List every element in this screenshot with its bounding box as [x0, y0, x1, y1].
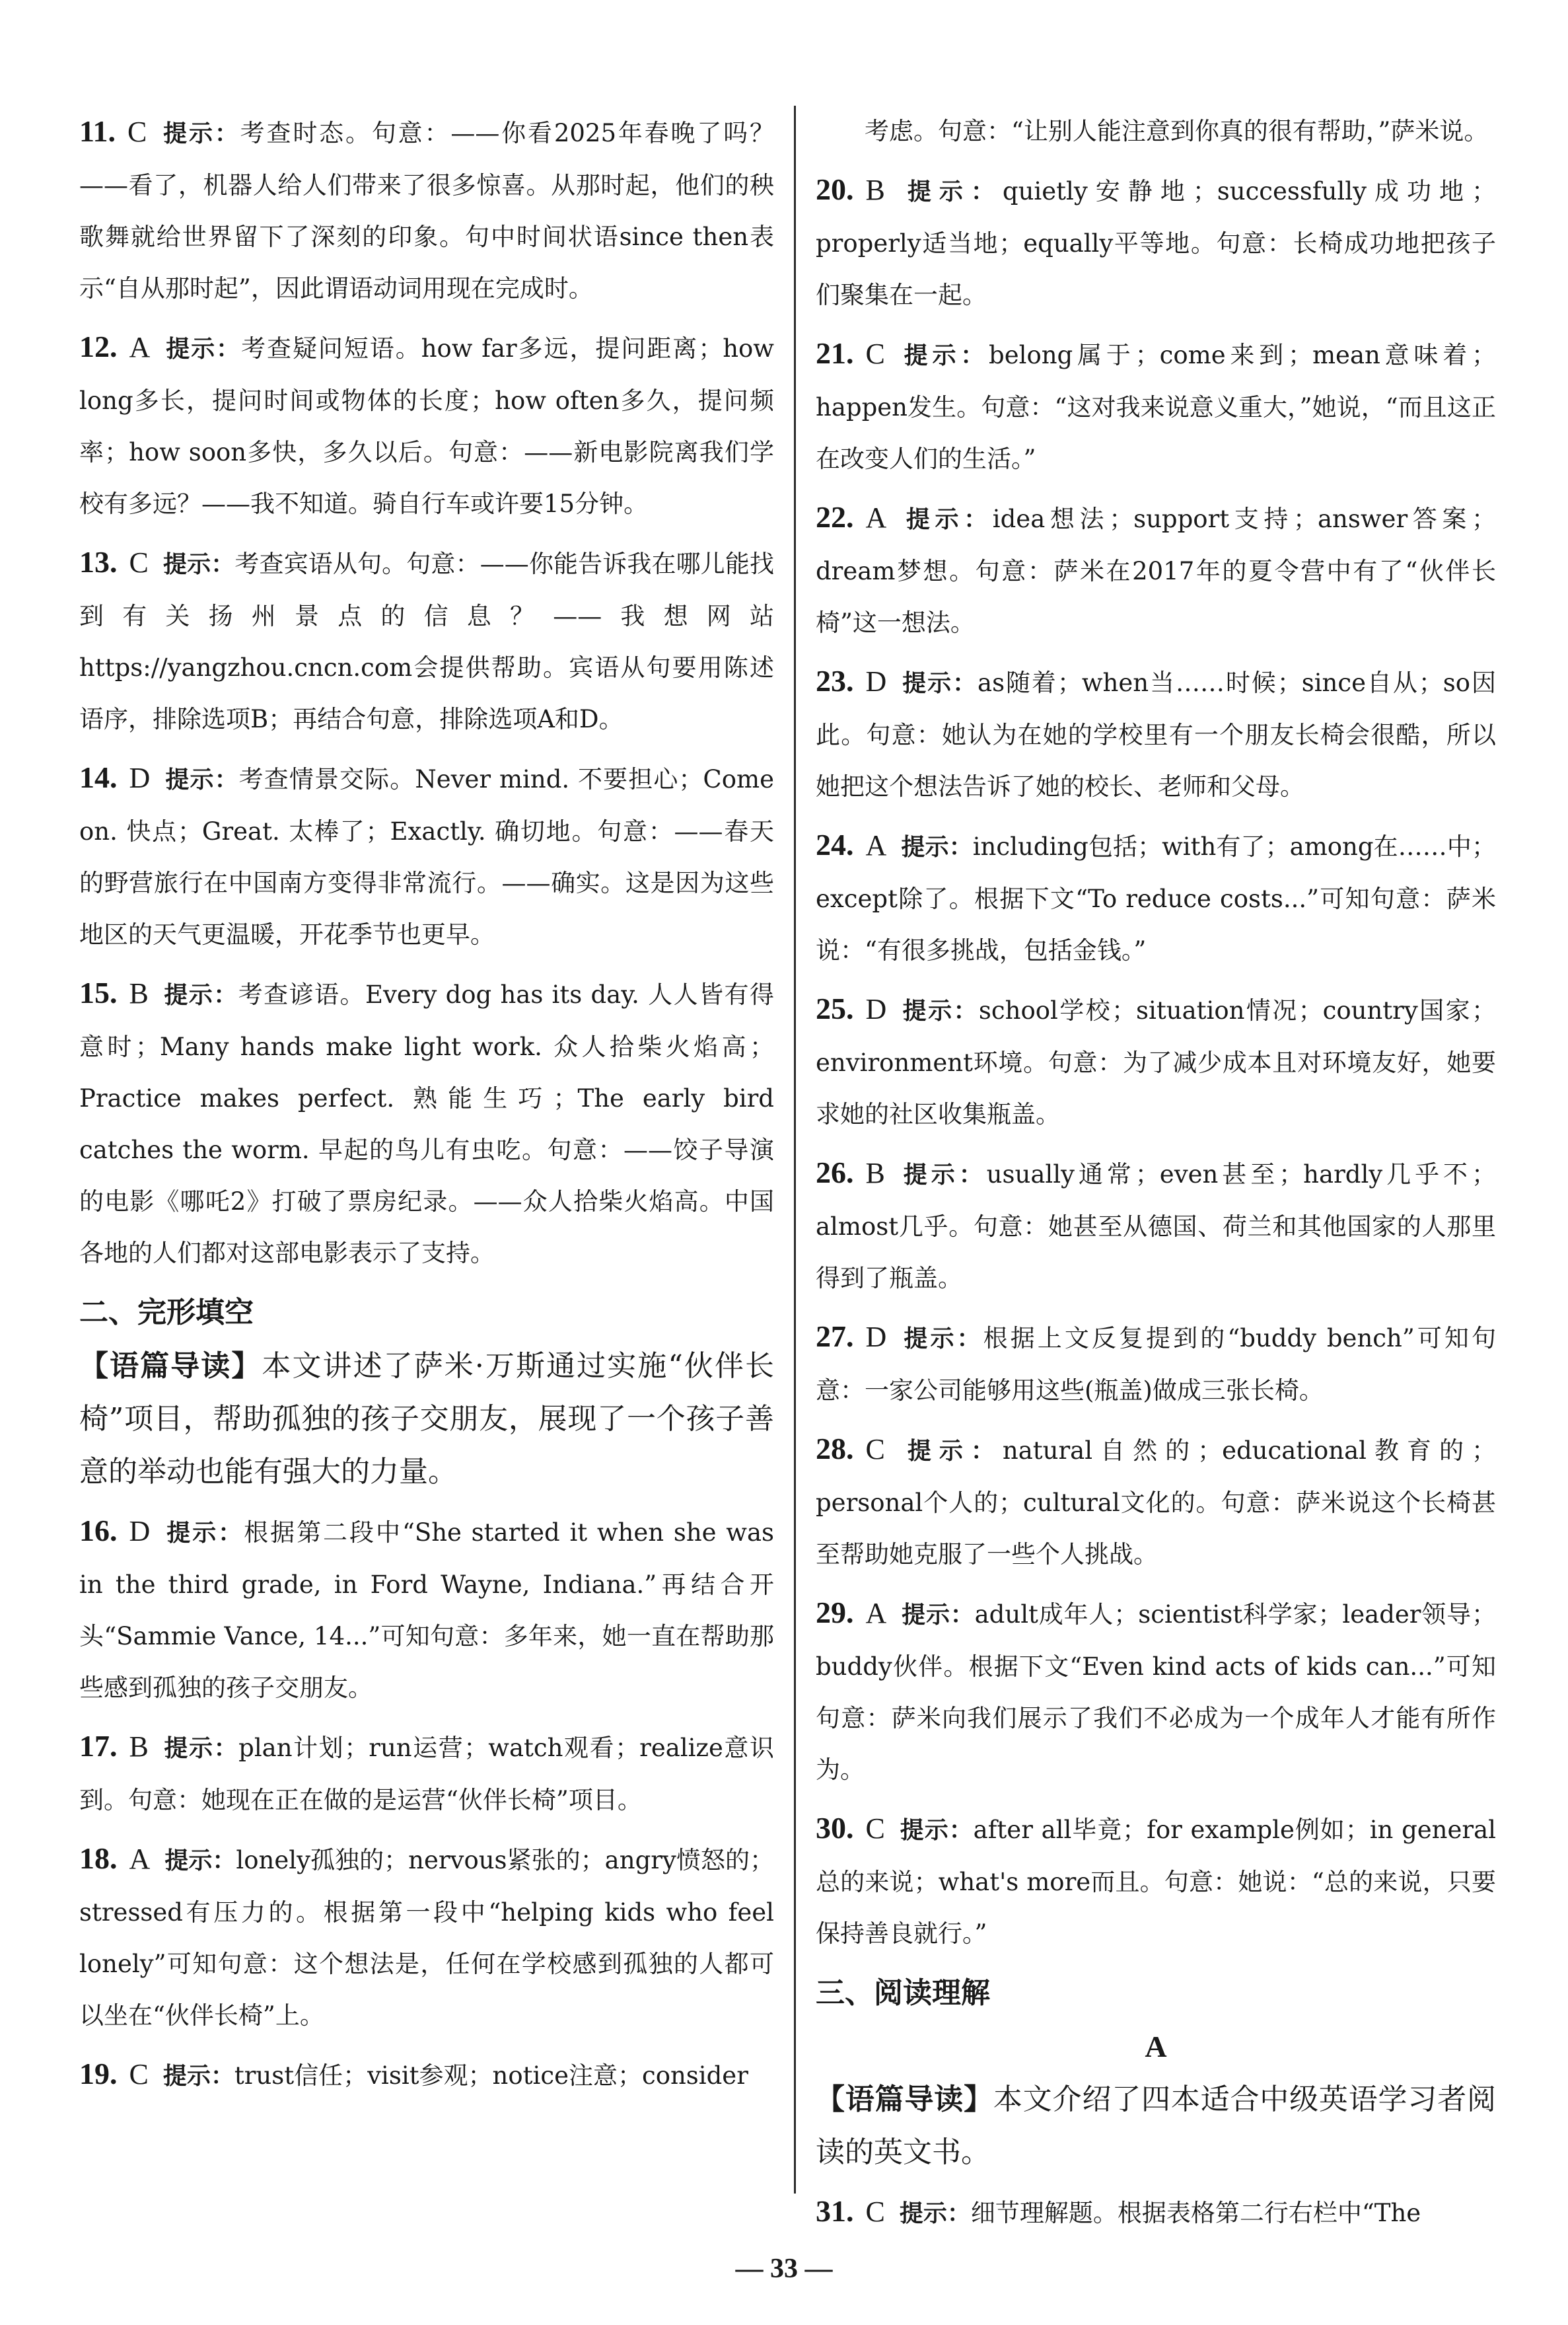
- hint-label: 提示：: [899, 1438, 1003, 1465]
- question-number: 12.: [79, 330, 118, 363]
- hint-label: 提示：: [899, 1162, 987, 1189]
- question-number: 29.: [816, 1596, 854, 1629]
- question-number: 11.: [79, 114, 116, 148]
- answer-letter: A: [865, 501, 887, 534]
- answer-letter: D: [865, 1321, 887, 1353]
- answer-letter: D: [129, 762, 151, 794]
- answer-item-26: [816, 1147, 1496, 1304]
- guide-label: 【语篇导读】: [816, 2083, 993, 2116]
- answer-letter: C: [865, 1812, 885, 1845]
- explanation-text: 考查情景交际。Never mind. 不要担心；Come on. 快点；Great. 太棒了；Exactly. 确切地。句意：——春天的野营旅行在中国南方变得非常流行。——确实。这是因为这些地区的天气更温暖，开花季节也更早。: [79, 765, 774, 949]
- hint-label: 提示：: [164, 1520, 244, 1547]
- guide-text: 本文讲述了萨米·万斯通过实施“伙伴长椅”项目，帮助孤独的孩子交朋友，展现了一个孩子善意的举动也能有强大的力量。: [79, 1349, 775, 1489]
- answer-letter: B: [865, 1157, 885, 1189]
- left-column: [79, 106, 774, 2109]
- explanation-text: 根据第二段中“She started it when she was in the third grade, in Ford Wayne, Indiana.”再结合开头“Sammie Vance, 14...”可知句意：多年来，她一直在帮助那些感到孤独的孩子交朋友。: [79, 1518, 774, 1702]
- explanation-text: as随着；when当……时候；since自从；so因此。句意：她认为在她的学校里有一个朋友长椅会很酷，所以她把这个想法告诉了她的校长、老师和父母。: [816, 669, 1496, 801]
- answer-item-31: [816, 2186, 1496, 2240]
- answer-letter: A: [129, 1843, 151, 1875]
- explanation-text: natural自然的；educational教育的；personal个人的；cultural文化的。句意：萨米说这个长椅甚至帮助她克服了一些个人挑战。: [816, 1436, 1496, 1568]
- answer-item-20: [816, 164, 1496, 321]
- answer-item-29: [816, 1587, 1496, 1796]
- answer-letter: D: [865, 665, 887, 698]
- question-number: 18.: [79, 1841, 118, 1875]
- explanation-text: lonely孤独的；nervous紧张的；angry愤怒的；stressed有压力的。根据第一段中“helping kids who feel lonely”可知句意：这个想法是，任何在学校感到孤独的人都可以坐在“伙伴长椅”上。: [79, 1846, 774, 2030]
- answer-letter: A: [865, 1597, 887, 1629]
- column-divider: [794, 106, 796, 2194]
- question-number: 28.: [816, 1432, 854, 1465]
- page-footer: — 33 —: [735, 2254, 833, 2284]
- hint-label: 提示：: [901, 998, 979, 1025]
- question-number: 15.: [79, 976, 118, 1010]
- answer-letter: B: [129, 1730, 149, 1763]
- explanation-text: usually通常；even甚至；hardly几乎不；almost几乎。句意：她甚至从德国、荷兰和其他国家的人那里得到了瓶盖。: [816, 1160, 1496, 1292]
- answer-item-19-continued: 考虑。句意：“让别人能注意到你真的很有帮助，”萨米说。: [865, 117, 1489, 145]
- question-number: 21.: [816, 336, 854, 370]
- explanation-text: quietly安静地；successfully成功地；properly适当地；equally平等地。句意：长椅成功地把孩子们聚集在一起。: [816, 177, 1496, 309]
- answer-item-18: [79, 1833, 774, 2042]
- hint-label: 提示：: [899, 178, 1003, 205]
- answer-letter: C: [129, 546, 149, 579]
- answer-item-12: [79, 321, 774, 530]
- explanation-text: belong属于；come来到；mean意味着；happen发生。句意：“这对我来说意义重大，”她说，“而且这正在改变人们的生活。”: [816, 341, 1496, 473]
- hint-label: 提示：: [901, 670, 978, 697]
- answer-letter: C: [865, 1433, 885, 1465]
- hint-label: 提示：: [901, 834, 973, 861]
- answer-item-11: [79, 106, 774, 314]
- hint-label: 提示：: [161, 120, 240, 147]
- answer-letter: C: [865, 338, 885, 370]
- question-number: 23.: [816, 664, 854, 698]
- hint-label: 提示：: [164, 766, 239, 793]
- explanation-text: including包括；with有了；among在……中；except除了。根据下文“To reduce costs...”可知句意：萨米说：“有很多挑战，包括金钱。”: [816, 832, 1496, 965]
- guide-label: 【语篇导读】: [79, 1349, 262, 1383]
- answer-letter: D: [129, 1515, 151, 1547]
- answer-letter: C: [865, 2196, 885, 2228]
- section-heading-cloze: 二、完形填空: [79, 1296, 254, 1329]
- answer-letter: A: [129, 331, 151, 363]
- hint-label: 提示：: [162, 2063, 234, 2090]
- explanation-text: 根据上文反复提到的“buddy bench”可知句意：一家公司能够用这些(瓶盖)做成三张长椅。: [816, 1324, 1496, 1405]
- answer-item-23: [816, 655, 1496, 813]
- answer-item-24: [816, 819, 1496, 977]
- question-number: 27.: [816, 1319, 854, 1353]
- question-number: 30.: [816, 1811, 854, 1845]
- question-number: 14.: [79, 760, 118, 794]
- hint-label: 提示：: [901, 506, 993, 533]
- answer-item-19: [79, 2048, 774, 2102]
- explanation-text: idea想法；support支持；answer答案；dream梦想。句意：萨米在2017年的夏令营中有了“伙伴长椅”这一想法。: [816, 505, 1496, 637]
- hint-label: 提示：: [162, 551, 235, 578]
- question-number: 13.: [79, 545, 118, 579]
- answer-letter: D: [865, 993, 887, 1025]
- explanation-text: plan计划；run运营；watch观看；realize意识到。句意：她现在正在做的是运营“伙伴长椅”项目。: [79, 1734, 774, 1814]
- hint-label: 提示：: [901, 1325, 983, 1352]
- explanation-text: 考查疑问短语。how far多远，提问距离；how long多长，提问时间或物体的长度；how often多久，提问频率；how soon多快，多久以后。句意：——新电影院离我们学校有多远？——我不知道。骑自行车或许要15分钟。: [79, 334, 774, 518]
- explanation-text: 考查时态。句意：——你看2025年春晚了吗？——看了，机器人给人们带来了很多惊喜。从那时起，他们的秧歌舞就给世界留下了深刻的印象。句中时间状语since then表示“自从那时起”，因此谓语动词用现在完成时。: [79, 119, 774, 303]
- answer-item-15: [79, 967, 774, 1279]
- answer-letter: B: [129, 977, 149, 1010]
- hint-label: 提示：: [164, 1847, 236, 1874]
- answer-letter: C: [129, 2058, 149, 2090]
- hint-label: 提示：: [899, 2200, 971, 2227]
- question-number: 26.: [816, 1156, 854, 1189]
- explanation-text: adult成年人；scientist科学家；leader领导；buddy伙伴。根据下文“Even kind acts of kids can...”可知句意：萨米向我们展示了我们不必成为一个成年人才能有所作为。: [816, 1600, 1496, 1784]
- answer-letter: B: [865, 174, 885, 206]
- answer-item-30: [816, 1802, 1496, 1960]
- answer-item-25: [816, 983, 1496, 1140]
- question-number: 22.: [816, 500, 854, 534]
- question-number: 16.: [79, 1514, 118, 1547]
- answer-item-17: [79, 1720, 774, 1826]
- explanation-text: 考查宾语从句。句意：——你能告诉我在哪儿能找到有关扬州景点的信息？——我想网站https://yangzhou.cncn.com会提供帮助。宾语从句要用陈述语序，排除选项B；再结合句意，排除选项A和D。: [79, 550, 774, 733]
- explanation-text: trust信任；visit参观；notice注意；consider: [234, 2061, 748, 2090]
- passage-guide: [79, 1340, 774, 1498]
- page-number: 33: [770, 2254, 798, 2284]
- question-number: 31.: [816, 2194, 854, 2228]
- guide-text: 本文介绍了四本适合中级英语学习者阅读的英文书。: [816, 2083, 1497, 2169]
- explanation-text: school学校；situation情况；country国家；environment环境。句意：为了减少成本且对环境友好，她要求她的社区收集瓶盖。: [816, 996, 1496, 1128]
- passage-guide: [816, 2073, 1496, 2179]
- answer-item-16: [79, 1505, 774, 1714]
- question-number: 19.: [79, 2057, 118, 2090]
- question-number: 17.: [79, 1729, 118, 1763]
- right-column: [816, 106, 1496, 2246]
- section-heading-reading: 三、阅读理解: [816, 1976, 990, 2010]
- question-number: 25.: [816, 992, 854, 1025]
- hint-label: 提示：: [162, 982, 238, 1009]
- explanation-text: after all毕竟；for example例如；in general总的来说；what's more而且。句意：她说：“总的来说，只要保持善良就行。”: [816, 1816, 1496, 1948]
- answer-item-27: [816, 1311, 1496, 1417]
- answer-item-22: [816, 492, 1496, 649]
- explanation-text: 细节理解题。根据表格第二行右栏中“The: [970, 2199, 1421, 2227]
- answer-item-28: [816, 1423, 1496, 1580]
- answer-item-14: [79, 752, 774, 961]
- answer-item-21: [816, 328, 1496, 485]
- hint-label: 提示：: [899, 342, 989, 369]
- question-number: 24.: [816, 828, 854, 862]
- answer-letter: A: [865, 829, 887, 862]
- hint-label: 提示：: [164, 336, 242, 363]
- question-number: 20.: [816, 172, 854, 206]
- explanation-text: 考查谚语。Every dog has its day. 人人皆有得意时；Many hands make light work. 众人拾柴火焰高；Practice makes perfect. 熟能生巧；The early bird catches the worm. 早起的鸟儿有虫吃。句意：——饺子导演的电影《哪吒2》打破了票房纪录。——众人拾柴火焰高。中国各地的人们都对这部电影表示了支持。: [79, 980, 774, 1267]
- answer-letter: C: [127, 116, 147, 148]
- passage-letter: A: [1145, 2030, 1167, 2063]
- hint-label: 提示：: [162, 1735, 239, 1762]
- hint-label: 提示：: [901, 1602, 975, 1629]
- answer-item-13: [79, 536, 774, 745]
- hint-label: 提示：: [899, 1817, 974, 1844]
